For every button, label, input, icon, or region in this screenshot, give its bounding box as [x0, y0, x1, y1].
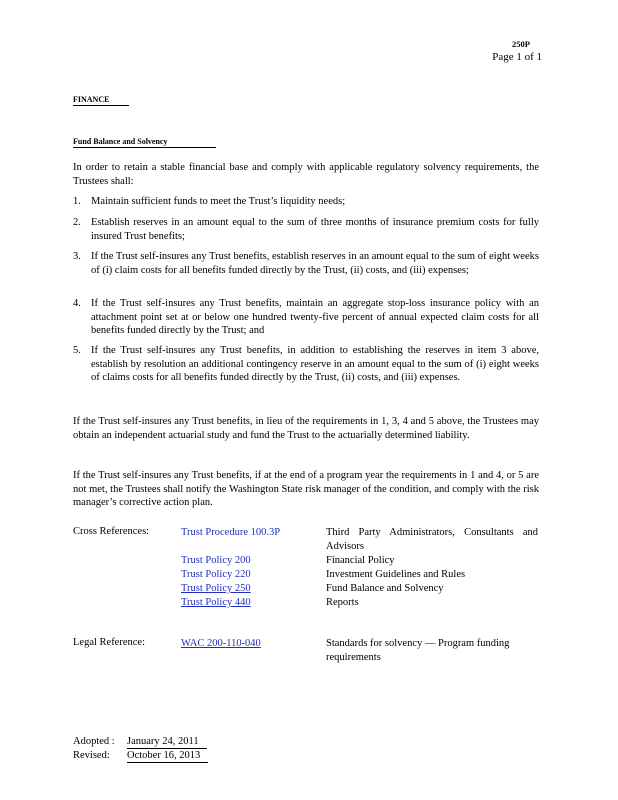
intro-paragraph: In order to retain a stable financial base and comply with applicable regulatory solvency requirements, the Trustees shall: — [73, 162, 539, 187]
cross-reference-description: Financial Policy — [326, 555, 395, 566]
page-number: Page 1 of 1 — [492, 51, 542, 63]
adoption-dates — [73, 735, 208, 763]
cross-reference-descriptions — [326, 526, 538, 610]
cross-reference-description: Investment Guidelines and Rules — [326, 569, 466, 580]
list-item-number: 2. — [73, 217, 81, 228]
legal-reference-label: Legal Reference: — [73, 637, 145, 648]
trust-policy-220-link[interactable]: Trust Policy 220 — [181, 569, 251, 580]
trust-policy-250-link[interactable]: Trust Policy 250 — [181, 583, 251, 594]
policy-number: 250P — [512, 39, 530, 49]
cross-reference-links — [181, 526, 280, 610]
list-item — [73, 297, 539, 338]
list-item-text: Maintain sufficient funds to meet the Trust’s liquidity needs; — [91, 196, 346, 207]
list-item-number: 5. — [73, 345, 81, 356]
list-item-number: 4. — [73, 298, 81, 309]
cross-reference-description: Third Party Administrators, Consultants and Advisors — [326, 527, 538, 552]
document-title: Fund Balance and Solvency — [73, 137, 216, 148]
list-item-number: 3. — [73, 251, 81, 262]
list-item — [73, 250, 539, 277]
adopted-date: January 24, 2011 — [127, 735, 207, 749]
trust-policy-200-link[interactable]: Trust Policy 200 — [181, 555, 251, 566]
list-item-text: If the Trust self-insures any Trust benefits, establish reserves in an amount equal to the sum of eight weeks of (i) claim costs for all benefits funded directly by the Trust, (ii) costs, and (iii) expenses; — [91, 251, 539, 276]
revised-label: Revised: — [73, 750, 110, 761]
trust-policy-440-link[interactable]: Trust Policy 440 — [181, 597, 251, 608]
list-item-text: If the Trust self-insures any Trust benefits, maintain an aggregate stop-loss insurance policy with an attachment point set at or below one hundred twenty-five percent of annual expected claim costs for all benefits funded directly by the Trust; and — [91, 298, 539, 336]
legal-reference-description: Standards for solvency — Program funding requirements — [326, 638, 510, 663]
list-item-number: 1. — [73, 196, 81, 207]
revised-date: October 16, 2013 — [127, 749, 208, 763]
cross-reference-description: Reports — [326, 597, 359, 608]
list-item — [73, 344, 539, 385]
lieu-paragraph: If the Trust self-insures any Trust benefits, in lieu of the requirements in 1, 3, 4 and 5 above, the Trustees may obtain an independent actuarial study and fund the Trust to the actuarially determined liability. — [73, 416, 539, 441]
adopted-label: Adopted : — [73, 736, 115, 747]
list-item — [73, 195, 539, 209]
list-item-text: If the Trust self-insures any Trust benefits, in addition to establishing the reserves in item 3 above, establish by resolution an additional contingency reserve in an amount equal to the sum of (i) eight weeks of claims costs for all benefits funded directly by the Trust, (ii) costs, and (iii) expenses. — [91, 345, 539, 383]
list-item-text: Establish reserves in an amount equal to the sum of three months of insurance premium costs for fully insured Trust benefits; — [91, 217, 539, 242]
cross-reference-label: Cross References: — [73, 526, 150, 537]
list-item — [73, 216, 539, 243]
legal-reference-link-wrap — [181, 637, 261, 651]
wac-200-110-040-link[interactable]: WAC 200-110-040 — [181, 638, 261, 649]
cross-reference-description: Fund Balance and Solvency — [326, 583, 444, 594]
notify-paragraph: If the Trust self-insures any Trust benefits, if at the end of a program year the requirements in 1 and 4, or 5 are not met, the Trustees shall notify the Washington State risk manager of the condition, and comply with the risk manager’s corrective action plan. — [73, 470, 539, 508]
trust-procedure-100-3p-link[interactable]: Trust Procedure 100.3P — [181, 527, 281, 538]
section-title: FINANCE — [73, 95, 129, 106]
